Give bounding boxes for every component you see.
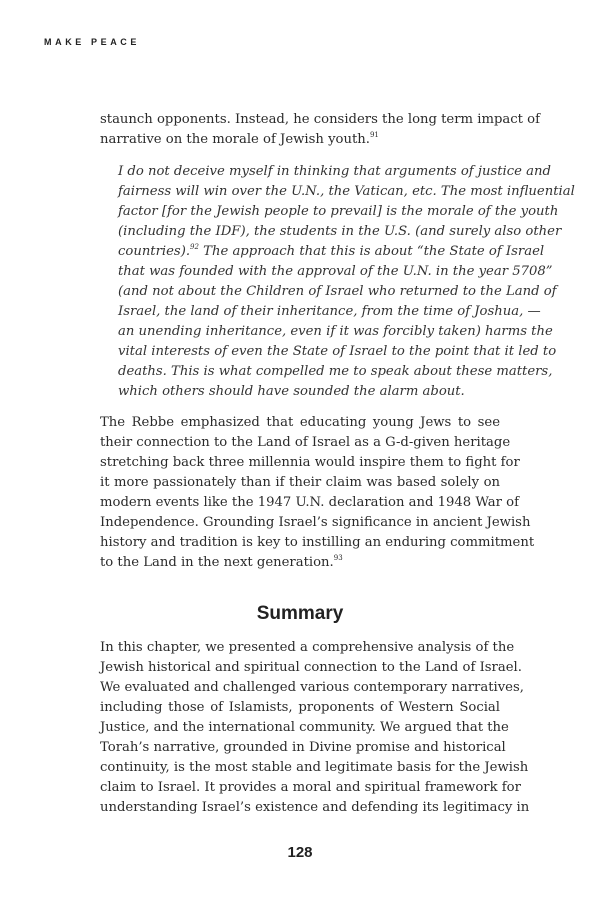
- text-line: [100, 698, 500, 718]
- page-number: 128: [287, 844, 313, 861]
- block-quote: [118, 162, 575, 402]
- line-text: including those of Islamists, proponents of Western Social: [100, 700, 500, 715]
- text-line: [100, 493, 519, 513]
- line-text: an unending inheritance, even if it was forcibly taken) harms the: [118, 324, 553, 339]
- section-heading-summary: Summary: [256, 603, 344, 624]
- text-line: [118, 222, 562, 242]
- line-text: that was founded with the approval of the U.N. in the year 5708”: [118, 264, 553, 279]
- text-line: [100, 638, 515, 658]
- text-line: [118, 362, 553, 382]
- text-line: [100, 678, 524, 698]
- line-text: continuity, is the most stable and legitimate basis for the Jewish: [100, 760, 529, 775]
- text-line: [118, 262, 553, 282]
- text-line: [118, 322, 553, 342]
- line-text: fairness will win over the U.N., the Vatican, etc. The most influential: [118, 184, 575, 199]
- footnote-marker[interactable]: 91: [369, 131, 379, 139]
- text-line: [118, 162, 551, 182]
- text-line: [100, 513, 531, 533]
- line-text: narrative on the morale of Jewish youth.: [100, 132, 370, 147]
- paragraph-rebbe: [100, 413, 535, 573]
- text-line: [100, 798, 530, 818]
- text-line: [100, 758, 529, 778]
- line-text: (and not about the Children of Israel who returned to the Land of: [118, 284, 557, 299]
- line-text: claim to Israel. It provides a moral and spiritual framework for: [100, 780, 521, 795]
- text-line: [118, 342, 557, 362]
- line-text: (including the IDF), the students in the U.S. (and surely also other: [118, 224, 562, 239]
- line-text: it more passionately than if their claim was based solely on: [100, 475, 500, 490]
- text-line: [100, 433, 511, 453]
- line-text: The Rebbe emphasized that educating young Jews to see: [100, 415, 500, 430]
- text-line: [118, 182, 575, 202]
- footnote-marker[interactable]: 92: [190, 243, 199, 251]
- line-text: Israel, the land of their inheritance, from the time of Joshua, —: [118, 304, 541, 319]
- text-line: [100, 718, 509, 738]
- text-line: [100, 738, 506, 758]
- line-text: understanding Israel’s existence and defending its legitimacy in: [100, 800, 530, 815]
- text-line: [100, 473, 500, 493]
- text-line: [118, 302, 541, 322]
- line-text: Jewish historical and spiritual connection to the Land of Israel.: [100, 660, 522, 675]
- line-text: vital interests of even the State of Israel to the point that it led to: [118, 344, 557, 359]
- line-text: I do not deceive myself in thinking that arguments of justice and: [118, 164, 551, 179]
- line-text: In this chapter, we presented a comprehensive analysis of the: [100, 640, 515, 655]
- line-text: Justice, and the international community. We argued that the: [100, 720, 509, 735]
- line-text: countries).: [118, 244, 191, 259]
- text-line: [100, 130, 500, 150]
- paragraph-summary: [100, 638, 530, 818]
- line-text: Independence. Grounding Israel’s significance in ancient Jewish: [100, 515, 531, 530]
- line-text: which others should have sounded the alarm about.: [118, 384, 465, 399]
- text-line: [118, 242, 545, 262]
- footnote-marker[interactable]: 93: [333, 554, 343, 562]
- line-text: We evaluated and challenged various contemporary narratives,: [100, 680, 524, 695]
- paragraph-intro: [100, 110, 540, 150]
- running-header: MAKE PEACE: [44, 37, 141, 47]
- line-text: factor [for the Jewish people to prevail] is the morale of the youth: [118, 204, 559, 219]
- text-line: [100, 553, 500, 573]
- text-line: [118, 382, 500, 402]
- line-text: modern events like the 1947 U.N. declaration and 1948 War of: [100, 495, 519, 510]
- text-line: [100, 110, 540, 130]
- line-text: The approach that this is about “the State of Israel: [198, 244, 545, 259]
- text-line: [100, 533, 535, 553]
- line-text: history and tradition is key to instilling an enduring commitment: [100, 535, 535, 550]
- text-line: [118, 202, 559, 222]
- line-text: stretching back three millennia would inspire them to fight for: [100, 455, 520, 470]
- text-line: [118, 282, 557, 302]
- line-text: their connection to the Land of Israel as a G-d-given heritage: [100, 435, 511, 450]
- text-line: [100, 658, 522, 678]
- text-line: [100, 778, 521, 798]
- line-text: to the Land in the next generation.: [100, 555, 334, 570]
- text-line: [100, 453, 520, 473]
- line-text: Torah’s narrative, grounded in Divine promise and historical: [100, 740, 506, 755]
- line-text: staunch opponents. Instead, he considers the long term impact of: [100, 112, 540, 127]
- text-line: [100, 413, 500, 433]
- line-text: deaths. This is what compelled me to speak about these matters,: [118, 364, 553, 379]
